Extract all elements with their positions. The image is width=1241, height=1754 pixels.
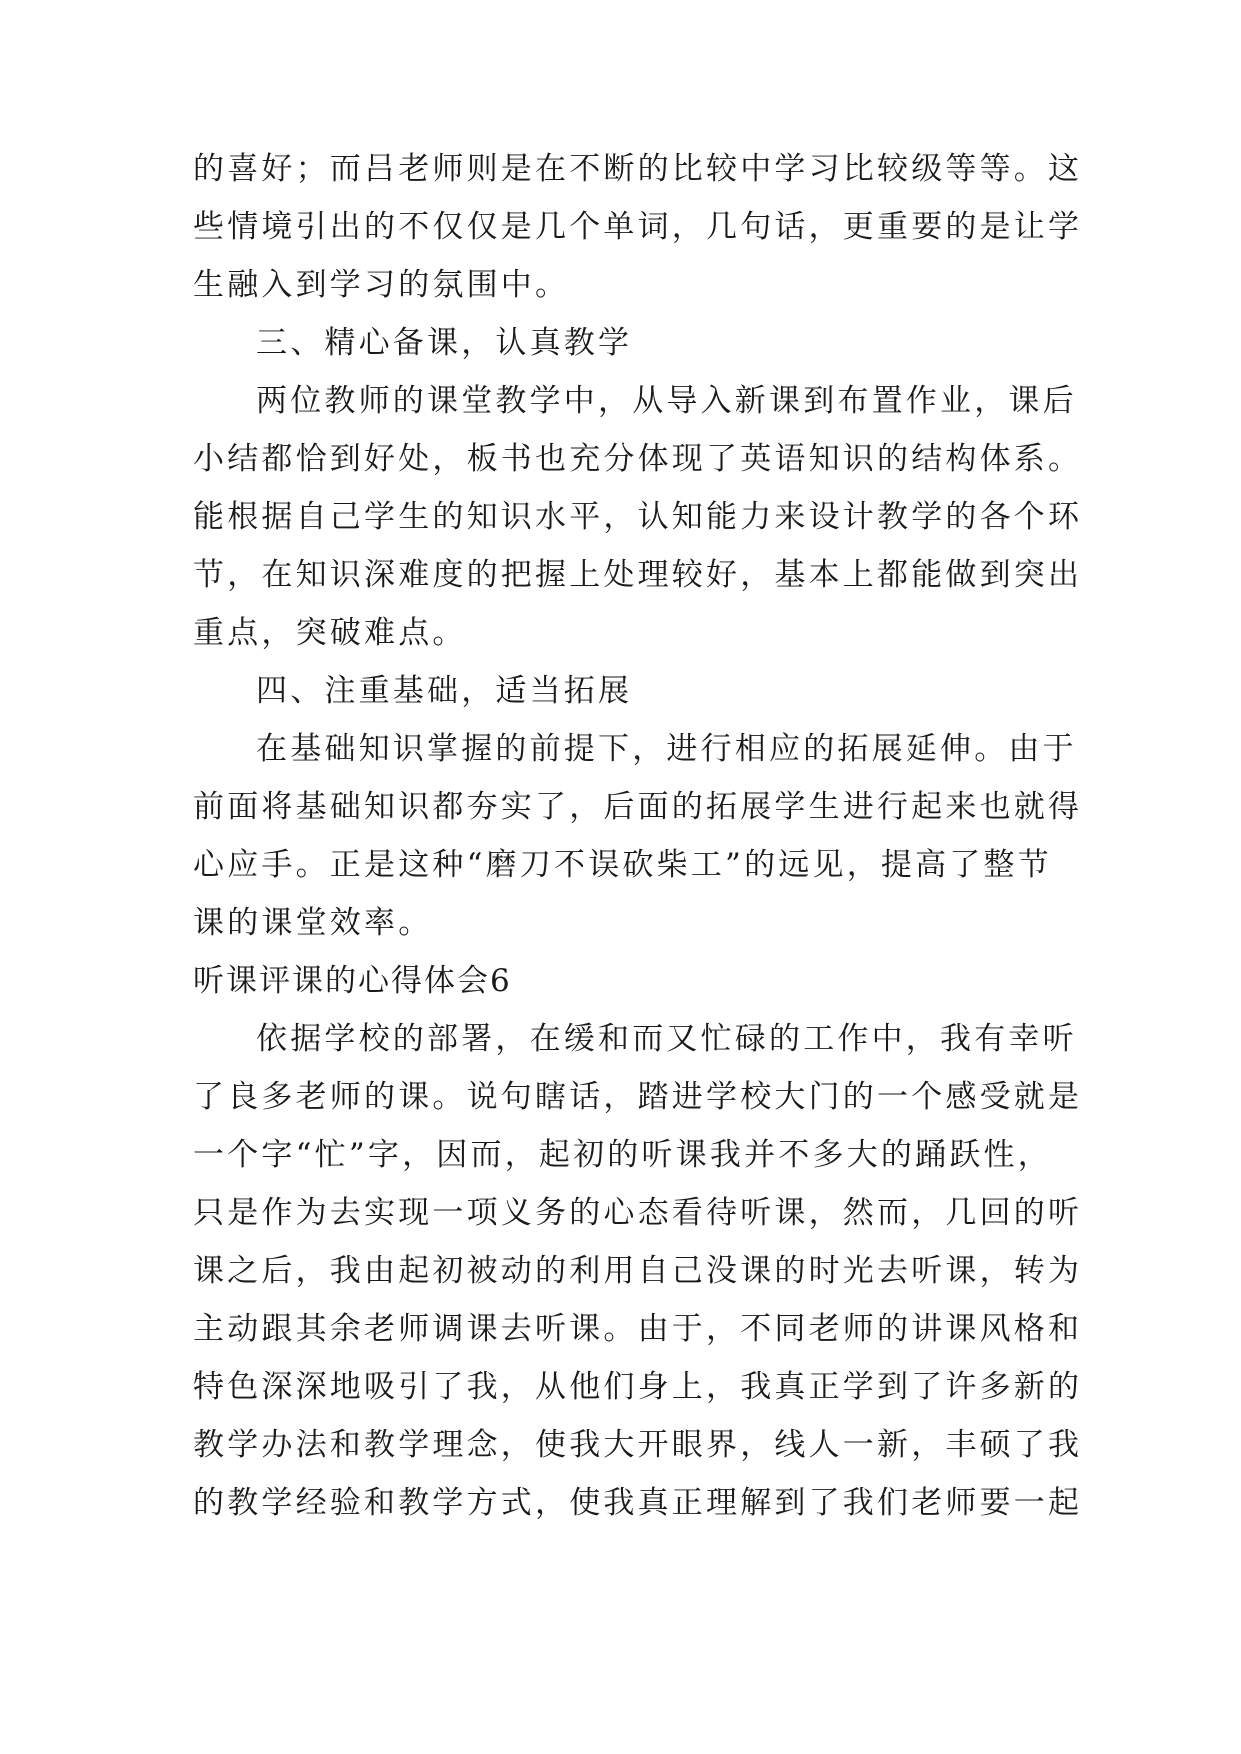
text-line: 两位教师的课堂教学中，从导入新课到布置作业，课后	[256, 383, 1077, 419]
text-line: 的喜好；而吕老师则是在不断的比较中学习比较级等等。这	[193, 151, 1083, 187]
text-line: 一个字“忙”字，因而，起初的听课我并不多大的踊跃性，	[193, 1137, 1052, 1173]
text-line: 在基础知识掌握的前提下，进行相应的拓展延伸。由于	[256, 731, 1077, 767]
article-title: 听课评课的心得体会6	[193, 963, 512, 999]
text-line: 心应手。正是这种“磨刀不误砍柴工”的远见，提高了整节	[193, 847, 1052, 883]
section-heading: 三、精心备课，认真教学	[256, 325, 633, 361]
text-line: 依据学校的部署，在缓和而又忙碌的工作中，我有幸听	[256, 1021, 1077, 1057]
text-line: 前面将基础知识都夯实了，后面的拓展学生进行起来也就得	[193, 789, 1083, 825]
text-line: 生融入到学习的氛围中。	[193, 267, 570, 303]
text-line: 重点，突破难点。	[193, 615, 467, 651]
text-line: 只是作为去实现一项义务的心态看待听课，然而，几回的听	[193, 1195, 1083, 1231]
text-line: 课的课堂效率。	[193, 905, 433, 941]
text-line: 特色深深地吸引了我，从他们身上，我真正学到了许多新的	[193, 1369, 1083, 1405]
text-line: 课之后，我由起初被动的利用自己没课的时光去听课，转为	[193, 1253, 1083, 1289]
text-line: 了良多老师的课。说句瞎话，踏进学校大门的一个感受就是	[193, 1079, 1083, 1115]
text-line: 小结都恰到好处，板书也充分体现了英语知识的结构体系。	[193, 441, 1083, 477]
text-line: 节，在知识深难度的把握上处理较好，基本上都能做到突出	[193, 557, 1083, 593]
text-line: 的教学经验和教学方式，使我真正理解到了我们老师要一起	[193, 1485, 1083, 1521]
text-line: 些情境引出的不仅仅是几个单词，几句话，更重要的是让学	[193, 209, 1083, 245]
section-heading: 四、注重基础，适当拓展	[256, 673, 633, 709]
text-line: 教学办法和教学理念，使我大开眼界，线人一新，丰硕了我	[193, 1427, 1083, 1463]
text-line: 能根据自己学生的知识水平，认知能力来设计教学的各个环	[193, 499, 1083, 535]
text-line: 主动跟其余老师调课去听课。由于，不同老师的讲课风格和	[193, 1311, 1083, 1347]
